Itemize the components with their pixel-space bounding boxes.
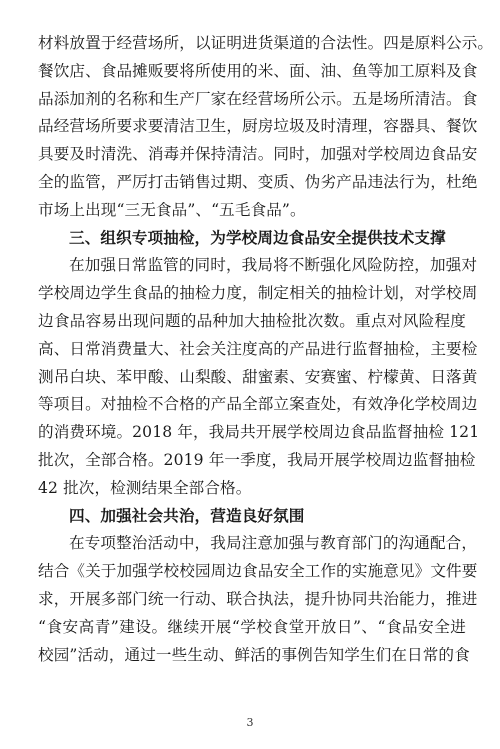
body-line: 42 批次，检测结果全部合格。: [38, 478, 252, 497]
body-line: 边食品容易出现问题的品种加大抽检批次数。重点对风险程度: [38, 311, 466, 330]
body-line: 在加强日常监管的同时，我局将不断强化风险防控，加强对: [69, 256, 478, 275]
document-body: [38, 30, 494, 669]
body-line: 市场上出现“三无食品”、“五毛食品”。: [38, 200, 306, 219]
body-line: 高、日常消费量大、社会关注度高的产品进行监督抽检，主要检: [38, 339, 478, 358]
page-number: 3: [246, 716, 254, 729]
body-line: 品添加剂的名称和生产厂家在经营场所公示。五是场所清洁。食: [38, 89, 478, 108]
body-line: “食安高青”建设。继续开展“学校食堂开放日”、“食品安全进: [38, 617, 466, 636]
body-line: 材料放置于经营场所，以证明进货渠道的合法性。四是原料公示。: [38, 34, 494, 52]
body-line: 全的监管，严厉打击销售过期、变质、伪劣产品违法行为，杜绝: [38, 172, 478, 191]
body-line: 求，开展多部门统一行动、联合执法，提升协同共治能力，推进: [38, 589, 478, 608]
section-heading-3: 三、组织专项抽检，为学校周边食品安全提供技术支撑: [69, 228, 446, 247]
body-line: 校园”活动，通过一些生动、鲜活的事例告知学生们在日常的食: [38, 645, 470, 664]
section-heading-4: 四、加强社会共治，营造良好氛围: [69, 506, 305, 525]
body-line: 具要及时清洗、消毒并保持清洁。同时，加强对学校周边食品安: [38, 145, 478, 164]
body-line: 学校周边学生食品的抽检力度，制定相关的抽检计划，对学校周: [38, 284, 478, 303]
body-line: 品经营场所要求要清洁卫生，厨房垃圾及时清理，容器具、餐饮: [38, 117, 478, 136]
body-line: 批次，全部合格。2019 年一季度，我局开展学校周边监督抽检: [38, 450, 476, 469]
body-line: 的消费环境。2018 年，我局共开展学校周边食品监督抽检 121: [38, 423, 480, 442]
body-line: 结合《关于加强学校校园周边食品安全工作的实施意见》文件要: [38, 562, 478, 581]
body-line: 在专项整治活动中，我局注意加强与教育部门的沟通配合，: [69, 534, 478, 553]
body-line: 餐饮店、食品摊贩要将所使用的米、面、油、鱼等加工原料及食: [38, 61, 478, 80]
body-line: 等项目。对抽检不合格的产品全部立案查处，有效净化学校周边: [38, 395, 478, 414]
body-line: 测吊白块、苯甲酸、山梨酸、甜蜜素、安赛蜜、柠檬黄、日落黄: [38, 367, 478, 386]
